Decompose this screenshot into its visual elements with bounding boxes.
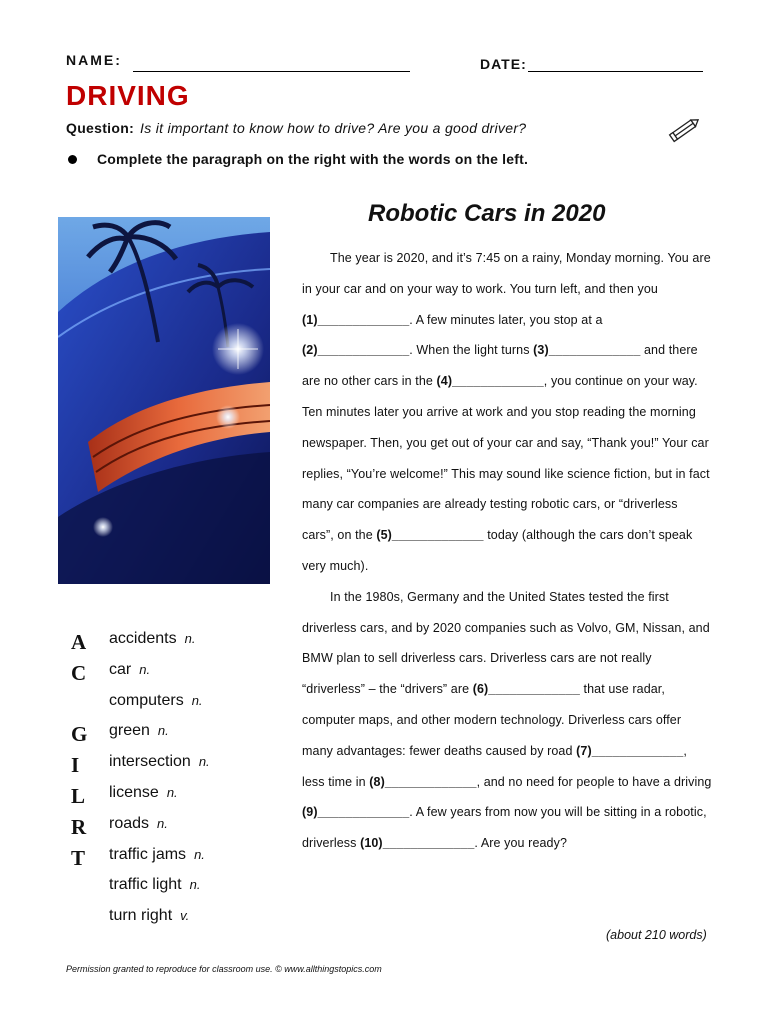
word-bank-pos: n. [184, 631, 196, 646]
blank-6[interactable]: (6)_____________ [472, 682, 580, 697]
paragraph-text: and there are no other cars in the [302, 343, 698, 389]
car-image [58, 217, 270, 584]
word-bank-item [109, 624, 210, 655]
word-bank-letter: T [71, 845, 86, 870]
name-field[interactable] [133, 71, 410, 72]
word-bank-letter: L [71, 783, 86, 808]
word-bank-item [109, 778, 210, 809]
article-title: Robotic Cars in 2020 [368, 200, 606, 227]
word-bank-letter: G [71, 722, 88, 747]
word-bank-pos: n. [157, 723, 169, 739]
blank-5[interactable]: (5)_____________ [376, 528, 484, 543]
word-bank-pos: n. [191, 692, 203, 708]
blank-10[interactable]: (10)_____________ [360, 836, 475, 851]
word-bank-item [109, 901, 210, 932]
blank-9[interactable]: (9)_____________ [302, 805, 410, 820]
page-title: DRIVING [66, 80, 190, 111]
paragraph-text: . A few minutes later, you stop at a [409, 312, 603, 327]
word-bank-word: green [109, 722, 150, 740]
word-bank-list [109, 624, 210, 932]
paragraph-2 [302, 582, 712, 859]
word-bank-word: car [109, 660, 132, 678]
word-bank-letter: C [71, 660, 87, 685]
paragraph-text: , and no need for people to have a driving [476, 774, 712, 789]
word-bank-pos: v. [180, 908, 190, 924]
paragraph-text: The year is 2020, and it’s 7:45 on a rainy, Monday morning. You are in your car and on your way to work. You turn left, and then you [302, 251, 711, 296]
paragraph-1 [302, 243, 712, 582]
word-bank-word: accidents [109, 630, 177, 647]
paragraph-text: that use radar, computer maps, and other modern technology. Driverless cars offer many advantages: fewer deaths caused by road [302, 682, 682, 758]
paragraph-text: , less time in [302, 743, 687, 789]
word-bank-item [109, 716, 210, 747]
word-bank-word: traffic light [109, 876, 182, 894]
word-bank-item [109, 747, 210, 778]
blank-2[interactable]: (2)_____________ [302, 343, 410, 358]
word-bank-letter: I [71, 753, 80, 778]
blank-7[interactable]: (7)_____________ [576, 743, 684, 758]
instruction-text: Complete the paragraph on the right with the words on the left. [97, 151, 529, 167]
word-bank-pos: n. [166, 784, 178, 800]
word-bank-word: traffic jams [109, 845, 187, 863]
paragraph-text: In the 1980s, Germany and the United States tested the first driverless cars, and by 2020 companies such as Volvo, GM, Nissan, and BMW plan to sell driverless cars. Driverless cars are not really “driverless” – the “drivers” are [302, 589, 710, 697]
word-bank-letter [71, 689, 87, 720]
name-label: NAME: [66, 52, 122, 68]
blank-8[interactable]: (8)_____________ [369, 774, 477, 789]
word-bank-word: intersection [109, 753, 191, 771]
word-bank-word: turn right [109, 907, 173, 925]
blank-1[interactable]: (1)_____________ [302, 312, 410, 327]
word-bank-letter: A [71, 630, 87, 654]
paragraph-text: , you continue on your way. Ten minutes later you arrive at work and you stop reading the morning newspaper. Then, you get out of your car and say, “Thank you!” Your car replies, “You’re welcome!” This may sound like science fiction, but in fact many car companies are already testing robotic cars, or “driverless cars”, on the [302, 374, 710, 543]
blank-4[interactable]: (4)_____________ [436, 374, 544, 389]
word-bank-item [109, 840, 210, 871]
word-bank-letter: R [71, 814, 87, 839]
paragraph-text: . When the light turns [409, 343, 534, 358]
blank-3[interactable]: (3)_____________ [533, 343, 641, 358]
word-count: (about 210 words) [606, 928, 707, 942]
bullet-icon [68, 155, 77, 164]
word-bank-item [109, 655, 210, 686]
paragraph-text: . A few years from now you will be sitting in a robotic, driverless [302, 805, 707, 851]
word-bank-word: computers [109, 691, 184, 709]
question-text: Is it important to know how to drive? Are you a good driver? [140, 120, 527, 136]
word-bank-word: roads [109, 814, 150, 832]
question-line [66, 120, 526, 136]
paragraph-text: . Are you ready? [474, 836, 568, 851]
word-bank-pos: n. [157, 815, 168, 831]
word-bank-pos: n. [198, 754, 210, 770]
permission-footer: Permission granted to reproduce for classroom use. © www.allthingstopics.com [66, 964, 382, 974]
word-bank-pos: n. [189, 877, 201, 893]
pencil-icon [668, 114, 702, 144]
word-bank-item [109, 870, 210, 901]
question-label: Question: [66, 120, 135, 136]
article-body [302, 243, 712, 859]
word-bank-pos: n. [139, 661, 151, 677]
word-bank-word: license [109, 783, 159, 801]
word-bank-item [109, 686, 210, 717]
word-bank-letters [71, 627, 87, 873]
word-bank-pos: n. [194, 846, 205, 862]
paragraph-text: today (although the cars don’t speak very much). [302, 528, 693, 573]
date-label: DATE: [480, 56, 527, 72]
date-field[interactable] [528, 71, 703, 72]
word-bank-item [109, 809, 210, 840]
